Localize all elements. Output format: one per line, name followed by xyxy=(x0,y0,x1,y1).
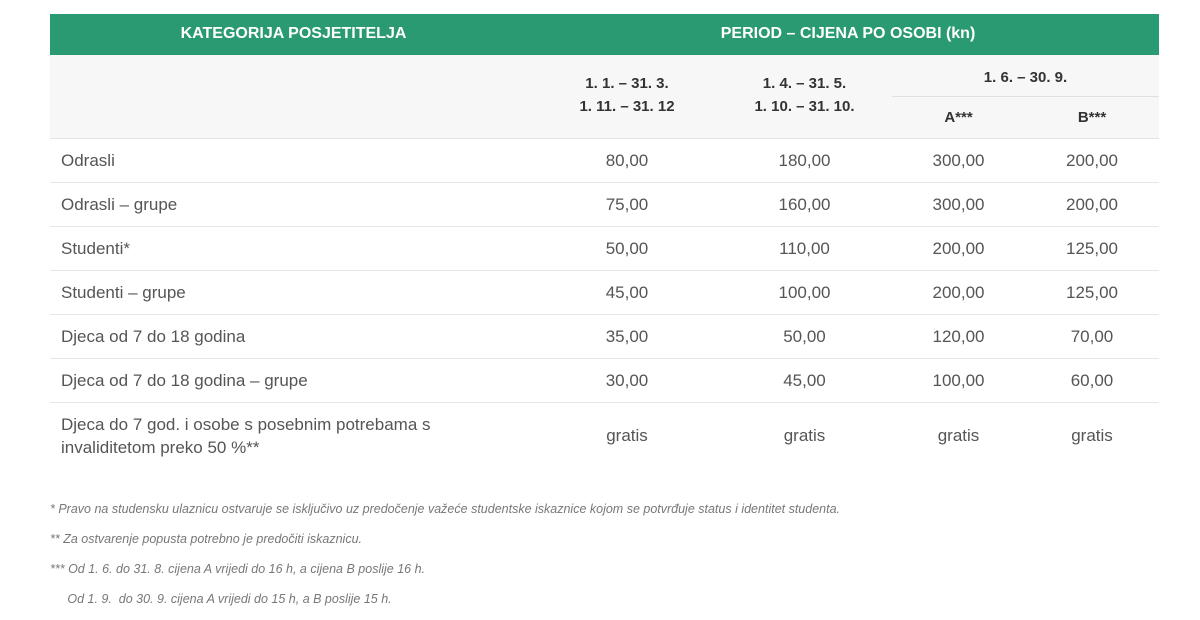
price-cell: 45,00 xyxy=(783,370,826,390)
row-label: Odrasli xyxy=(61,151,115,170)
price-cell: 45,00 xyxy=(605,282,649,302)
table-row xyxy=(50,227,1159,271)
price-cell: 80,00 xyxy=(605,150,649,170)
price-cell: 300,00 xyxy=(932,194,985,214)
price-cell: 300,00 xyxy=(932,150,985,170)
price-cell: 60,00 xyxy=(1070,370,1114,390)
row-label: Studenti – grupe xyxy=(61,283,186,302)
period-3-a: A*** xyxy=(944,109,973,126)
price-cell: 200,00 xyxy=(932,238,985,258)
table-row xyxy=(50,403,1159,469)
price-cell: 180,00 xyxy=(778,150,831,170)
period-2-line2: 1. 10. – 31. 10. xyxy=(754,98,855,115)
row-label: Djeca od 7 do 18 godina xyxy=(61,327,246,346)
table-row xyxy=(50,271,1159,315)
price-cell: 35,00 xyxy=(605,326,649,346)
table-header-bar xyxy=(50,14,1159,55)
period-3-b: B*** xyxy=(1077,109,1107,126)
row-label: Studenti* xyxy=(61,239,130,258)
period-2 xyxy=(717,72,892,118)
period-2-line1: 1. 4. – 31. 5. xyxy=(762,75,847,92)
price-cell: 200,00 xyxy=(1066,150,1118,170)
price-cell: 120,00 xyxy=(932,326,985,346)
footnote: Od 1. 9. do 30. 9. cijena A vrijedi do 15 h, a B poslije 15 h. xyxy=(50,592,392,606)
price-cell: gratis xyxy=(783,426,826,445)
period-1-line1: 1. 1. – 31. 3. xyxy=(585,75,669,92)
period-3: 1. 6. – 30. 9. xyxy=(983,69,1068,86)
price-cell: gratis xyxy=(1071,426,1113,445)
price-cell: 125,00 xyxy=(1066,282,1118,302)
row-label: Djeca do 7 god. i osobe s posebnim potrebama s invaliditetom preko 50 %** xyxy=(61,415,431,457)
period-1-line2: 1. 11. – 31. 12 xyxy=(579,98,675,115)
table-row xyxy=(50,315,1159,359)
footnote: ** Za ostvarenje popusta potrebno je predočiti iskaznicu. xyxy=(50,532,362,546)
table-row xyxy=(50,359,1159,403)
footnote: * Pravo na studensku ulaznicu ostvaruje se isključivo uz predočenje važeće studentske iskaznice kojom se potvrđuje status i identitet studenta. xyxy=(50,502,841,516)
price-cell: 100,00 xyxy=(778,282,831,302)
price-cell: 110,00 xyxy=(779,238,830,258)
price-cell: 75,00 xyxy=(605,194,649,214)
price-cell: 50,00 xyxy=(605,238,649,258)
price-cell: 30,00 xyxy=(605,370,649,390)
header-period: PERIOD – CIJENA PO OSOBI (kn) xyxy=(720,25,976,42)
price-cell: 160,00 xyxy=(778,194,831,214)
price-table xyxy=(50,14,1159,469)
footnote: *** Od 1. 6. do 31. 8. cijena A vrijedi do 16 h, a cijena B poslije 16 h. xyxy=(50,562,425,576)
table-row xyxy=(50,139,1159,183)
price-cell: 70,00 xyxy=(1070,326,1114,346)
price-cell: 125,00 xyxy=(1066,238,1118,258)
period-3-divider xyxy=(892,96,1159,97)
price-cell: gratis xyxy=(937,426,980,445)
price-cell: 200,00 xyxy=(1066,194,1118,214)
period-1 xyxy=(537,72,717,118)
footnotes xyxy=(50,500,840,620)
header-category: KATEGORIJA POSJETITELJA xyxy=(180,25,407,42)
price-cell: gratis xyxy=(606,426,648,445)
row-label: Odrasli – grupe xyxy=(61,195,178,214)
price-cell: 50,00 xyxy=(783,326,826,346)
table-row xyxy=(50,183,1159,227)
row-label: Djeca od 7 do 18 godina – grupe xyxy=(61,371,308,390)
period-subheader xyxy=(50,55,1159,139)
price-cell: 100,00 xyxy=(932,370,985,390)
price-cell: 200,00 xyxy=(932,282,985,302)
